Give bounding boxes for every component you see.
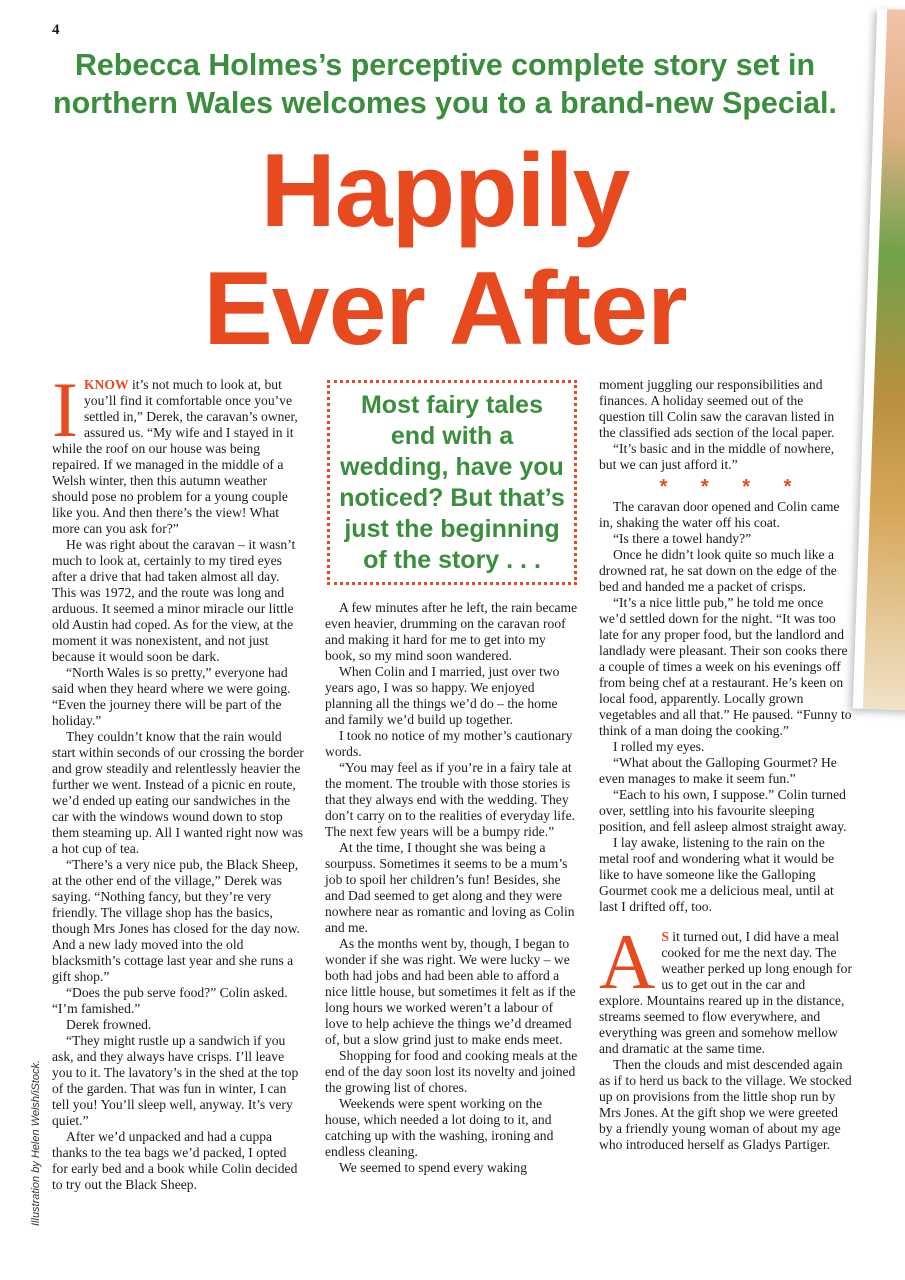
lead-letter: S: [661, 929, 669, 944]
paragraph: At the time, I thought she was being a sourpuss. Sometimes it seems to be a mum’s job to spoil her children’s fun! Besides, she and Dad seemed to get along and they were nowhere near as romantic and loving as Colin and me.: [325, 840, 575, 935]
pull-quote-text: Most fairy tales end with a wedding, have you noticed? But that’s just the beginning of the story . . .: [339, 390, 565, 574]
story-column-1: [52, 366, 305, 1193]
continued-paragraph: moment juggling our responsibilities and finances. A holiday seemed out of the question till Colin saw the caravan listed in the classified ads section of the local paper.: [599, 377, 835, 440]
paragraph: I lay awake, listening to the rain on the metal roof and wondering what it would be like to have someone like the Galloping Gourmet cook me a delicious meal, until at last I drifted off, too.: [599, 835, 835, 914]
paragraph: Then the clouds and mist descended again as if to herd us back to the village. We stocked up on provisions from the little shop run by Mrs Jones. At the gift shop we were greeted by a friendly young woman of about my age who introduced herself as Gladys Partiger.: [599, 1057, 852, 1152]
paragraph: A few minutes after he left, the rain became even heavier, drumming on the caravan roof and making it hard for me to get into my book, so my mind soon wandered.: [325, 600, 578, 663]
paragraph: “They might rustle up a sandwich if you ask, and they always have crisps. I’ll leave you to it. The lavatory’s in the shed at the top of the garden. That was fun in winter, I can tell you! You’ll sleep well, anyway. It’s very quiet.”: [52, 1033, 299, 1128]
second-section-opening: [599, 918, 852, 1057]
pull-quote: [327, 380, 577, 585]
paragraph: “Each to his own, I suppose.” Colin turned over, settling into his favourite sleeping position, and fell asleep almost straight away.: [599, 787, 847, 834]
paragraph: I took no notice of my mother’s cautionary words.: [325, 728, 573, 759]
paragraph: The caravan door opened and Colin came in, shaking the water off his coat.: [599, 499, 840, 530]
paragraph: They couldn’t know that the rain would start within seconds of our crossing the border and grow steadily and relentlessly heavier the further we went. Instead of a picnic en route, we’d ended up eating our sandwiches in the car with the windows wound down to stop them steaming up. All I wanted right now was a hot cup of tea.: [52, 729, 304, 856]
paragraph: “It’s a nice little pub,” he told me once we’d settled down for the night. “It was too late for any proper food, but the landlord and landlady were pleasant. Their son cooks there a couple of times a week on his evenings off from being chef at a restaurant. He’s keen on local food, apparently. Locally grown vegetables and all that.” He paused. “Funny to think of a man doing the cooking.”: [599, 595, 852, 738]
story-title: [40, 132, 850, 368]
paragraph: I rolled my eyes.: [613, 739, 705, 754]
lead-word: KNOW: [83, 377, 129, 392]
dropcap-i: I: [52, 366, 78, 453]
paragraph: “You may feel as if you’re in a fairy tale at the moment. The trouble with those stories is that they always end with the wedding. They don’t carry on to the realities of everyday life. The next few years will be a bumpy ride.”: [325, 760, 576, 839]
paragraph: “Is there a towel handy?”: [613, 531, 752, 546]
paragraph: After we’d unpacked and had a cuppa thanks to the tea bags we’d packed, I opted for early bed and a book while Colin decided to try out the Black Sheep.: [52, 1129, 298, 1192]
photo-edge-decoration: [853, 9, 905, 711]
paragraph: “What about the Galloping Gourmet? He even manages to make it seem fun.”: [599, 755, 837, 786]
paragraph: “Does the pub serve food?” Colin asked. “I’m famished.”: [52, 985, 288, 1016]
paragraph: We seemed to spend every waking: [339, 1160, 528, 1175]
paragraph: As the months went by, though, I began to wonder if she was right. We were lucky – we both had jobs and had been able to afford a nice little house, but sometimes it felt as if the long hours we worked weren’t a labour of love to help achieve the things we’d dreamed of, but a slow grind just to make ends meet.: [325, 936, 576, 1047]
page-number: 4: [52, 22, 60, 38]
dropcap-a: A: [599, 918, 656, 1005]
second-section-text: it turned out, I did have a meal cooked for me the next day. The weather perked up long enough for us to get out in the car and explore. Mountains reared up in the distance, streams seemed to flow everywhere, and everything was green and somehow mellow and dramatic at the same time.: [599, 929, 852, 1056]
paragraph: Derek frowned.: [66, 1017, 152, 1032]
paragraph: Once he didn’t look quite so much like a drowned rat, he sat down on the edge of the bed and handed me a packet of crisps.: [599, 547, 837, 594]
illustration-credit: Illustration by Helen Welsh/iStock.: [30, 1059, 42, 1226]
story-column-2: [325, 600, 578, 1176]
paragraph: Shopping for food and cooking meals at the end of the day soon lost its novelty and joined the growing list of chores.: [325, 1048, 578, 1095]
story-column-3: [599, 377, 852, 1153]
paragraph: “It’s basic and in the middle of nowhere, but we can just afford it.”: [599, 441, 835, 472]
paragraph: “North Wales is so pretty,” everyone had said when they heard where we were going. “Even the journey there will be part of the holiday.”: [52, 665, 291, 728]
paragraph: He was right about the caravan – it wasn’t much to look at, certainly to my tired eyes after a drive that had taken almost all day. This was 1972, and the route was long and arduous. It seemed a minor miracle our little old Austin had coped. As for the view, at the moment it was nonexistent, and not just because it would soon be dark.: [52, 537, 296, 664]
paragraph: “There’s a very nice pub, the Black Sheep, at the other end of the village,” Derek was saying. “Nothing fancy, but they’re very friendly. The village shop has the basics, though Mrs Jones has closed for the day now. And a new lady moved into the old blacksmith’s cottage last year and she runs a gift shop.”: [52, 857, 300, 984]
paragraph: When Colin and I married, just over two years ago, I was so happy. We enjoyed planning all the things we’d do – the home and family we’d build up together.: [325, 664, 560, 727]
title-line-1: Happily: [260, 133, 630, 249]
opening-paragraph-text: it’s not much to look at, but you’ll find it comfortable once you’ve settled in,” Derek, the caravan’s owner, assured us. “My wife and I stayed in it while the roof on our house was being repaired. If we managed in the middle of a Welsh winter, then this autumn weather should pose no problem for a young couple like you. And then there’s the view! What more can you ask for?”: [52, 377, 298, 536]
paragraph: Weekends were spent working on the house, which needed a lot doing to it, and catching up with the washing, ironing and endless cleaning.: [325, 1096, 554, 1159]
title-line-2: Ever After: [203, 251, 687, 367]
scene-break-divider: * * * *: [659, 476, 806, 498]
opening-paragraph: [52, 366, 305, 537]
strapline: Rebecca Holmes’s perceptive complete story set in northern Wales welcomes you to a brand-new Special.: [53, 47, 837, 120]
